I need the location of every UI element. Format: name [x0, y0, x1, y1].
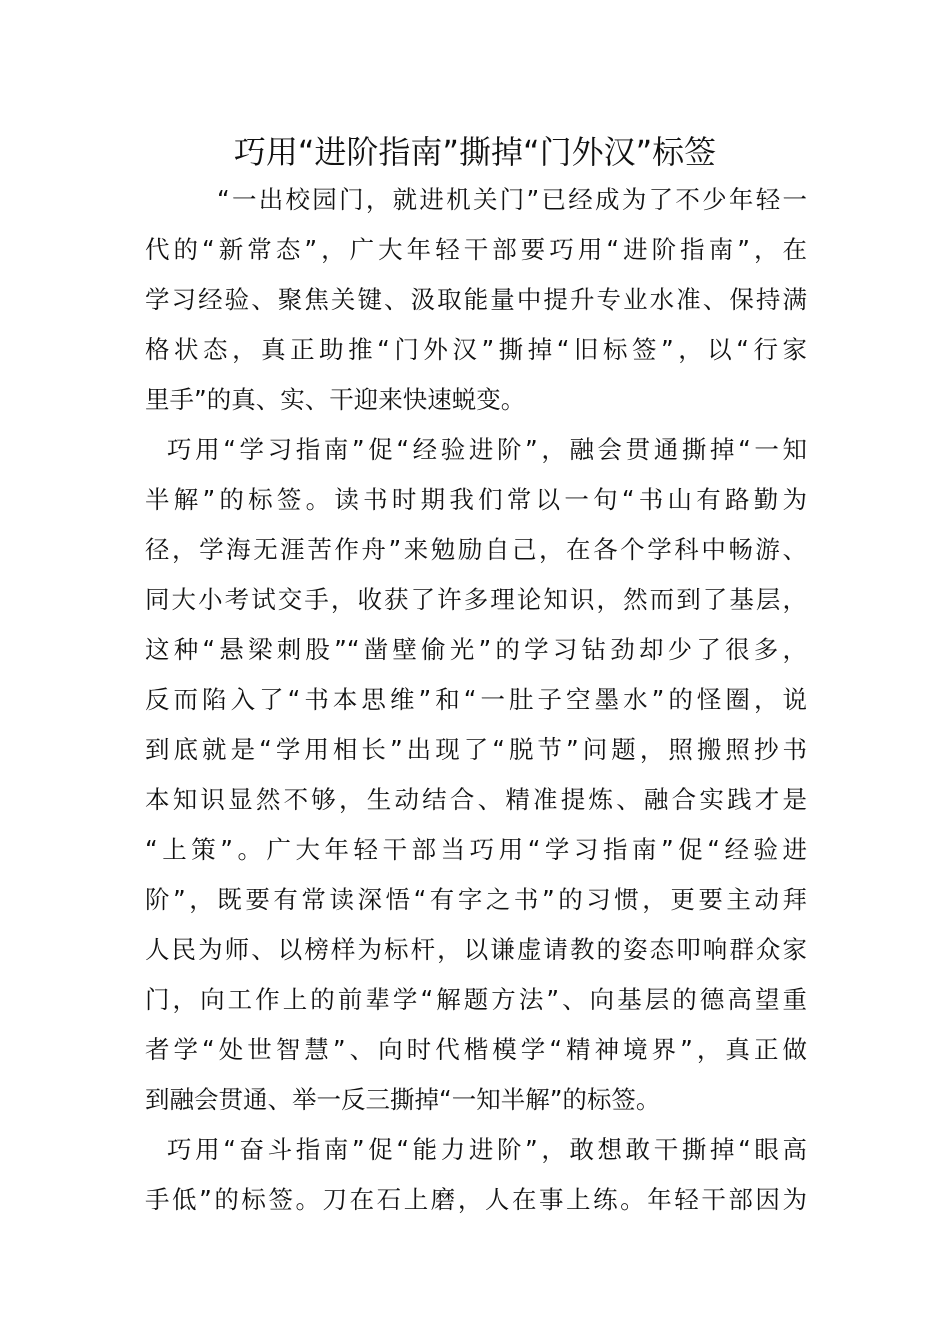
text-line: 里手”的真、实、干迎来快速蜕变。 [145, 385, 526, 414]
text-line: 同大小考试交手，收获了许多理论知识，然而到了基层， [145, 585, 807, 614]
document-title: 巧用“进阶指南”撕掉“门外汉”标签 [233, 133, 717, 171]
document-body [145, 175, 807, 1225]
paragraph-3 [145, 1125, 807, 1225]
text-line: 这种“悬梁刺股”“凿壁偷光”的学习钻劲却少了很多， [145, 635, 807, 664]
text-line: 阶”，既要有常读深悟“有字之书”的习惯，更要主动拜 [145, 885, 807, 914]
paragraph-2 [145, 425, 807, 1125]
text-line: 到融会贯通、举一反三撕掉“一知半解”的标签。 [145, 1085, 661, 1114]
text-line: 者学“处世智慧”、向时代楷模学“精神境界”，真正做 [145, 1035, 807, 1064]
text-line: 到底就是“学用相长”出现了“脱节”问题，照搬照抄书 [145, 735, 807, 764]
text-line: 门，向工作上的前辈学“解题方法”、向基层的德高望重 [145, 985, 807, 1014]
text-line: “一出校园门，就进机关门”已经成为了不少年轻一 [217, 185, 807, 214]
text-line: 学习经验、聚焦关键、汲取能量中提升专业水准、保持满 [145, 285, 807, 314]
text-line: 巧用“奋斗指南”促“能力进阶”，敢想敢干撕掉“眼高 [167, 1135, 807, 1164]
text-line: 手低”的标签。刀在石上磨，人在事上练。年轻干部因为 [145, 1185, 807, 1214]
text-line: 本知识显然不够，生动结合、精准提炼、融合实践才是 [145, 785, 807, 814]
paragraph-1 [145, 175, 807, 425]
text-line: 巧用“学习指南”促“经验进阶”，融会贯通撕掉“一知 [167, 435, 807, 464]
text-line: “上策”。广大年轻干部当巧用“学习指南”促“经验进 [145, 835, 807, 864]
text-line: 半解”的标签。读书时期我们常以一句“书山有路勤为 [145, 485, 807, 514]
text-line: 人民为师、以榜样为标杆，以谦虚请教的姿态叩响群众家 [145, 935, 807, 964]
text-line: 反而陷入了“书本思维”和“一肚子空墨水”的怪圈，说 [145, 685, 807, 714]
text-line: 径，学海无涯苦作舟”来勉励自己，在各个学科中畅游、 [145, 535, 807, 564]
text-line: 代的“新常态”，广大年轻干部要巧用“进阶指南”，在 [145, 235, 807, 264]
text-line: 格状态，真正助推“门外汉”撕掉“旧标签”，以“行家 [145, 335, 807, 364]
